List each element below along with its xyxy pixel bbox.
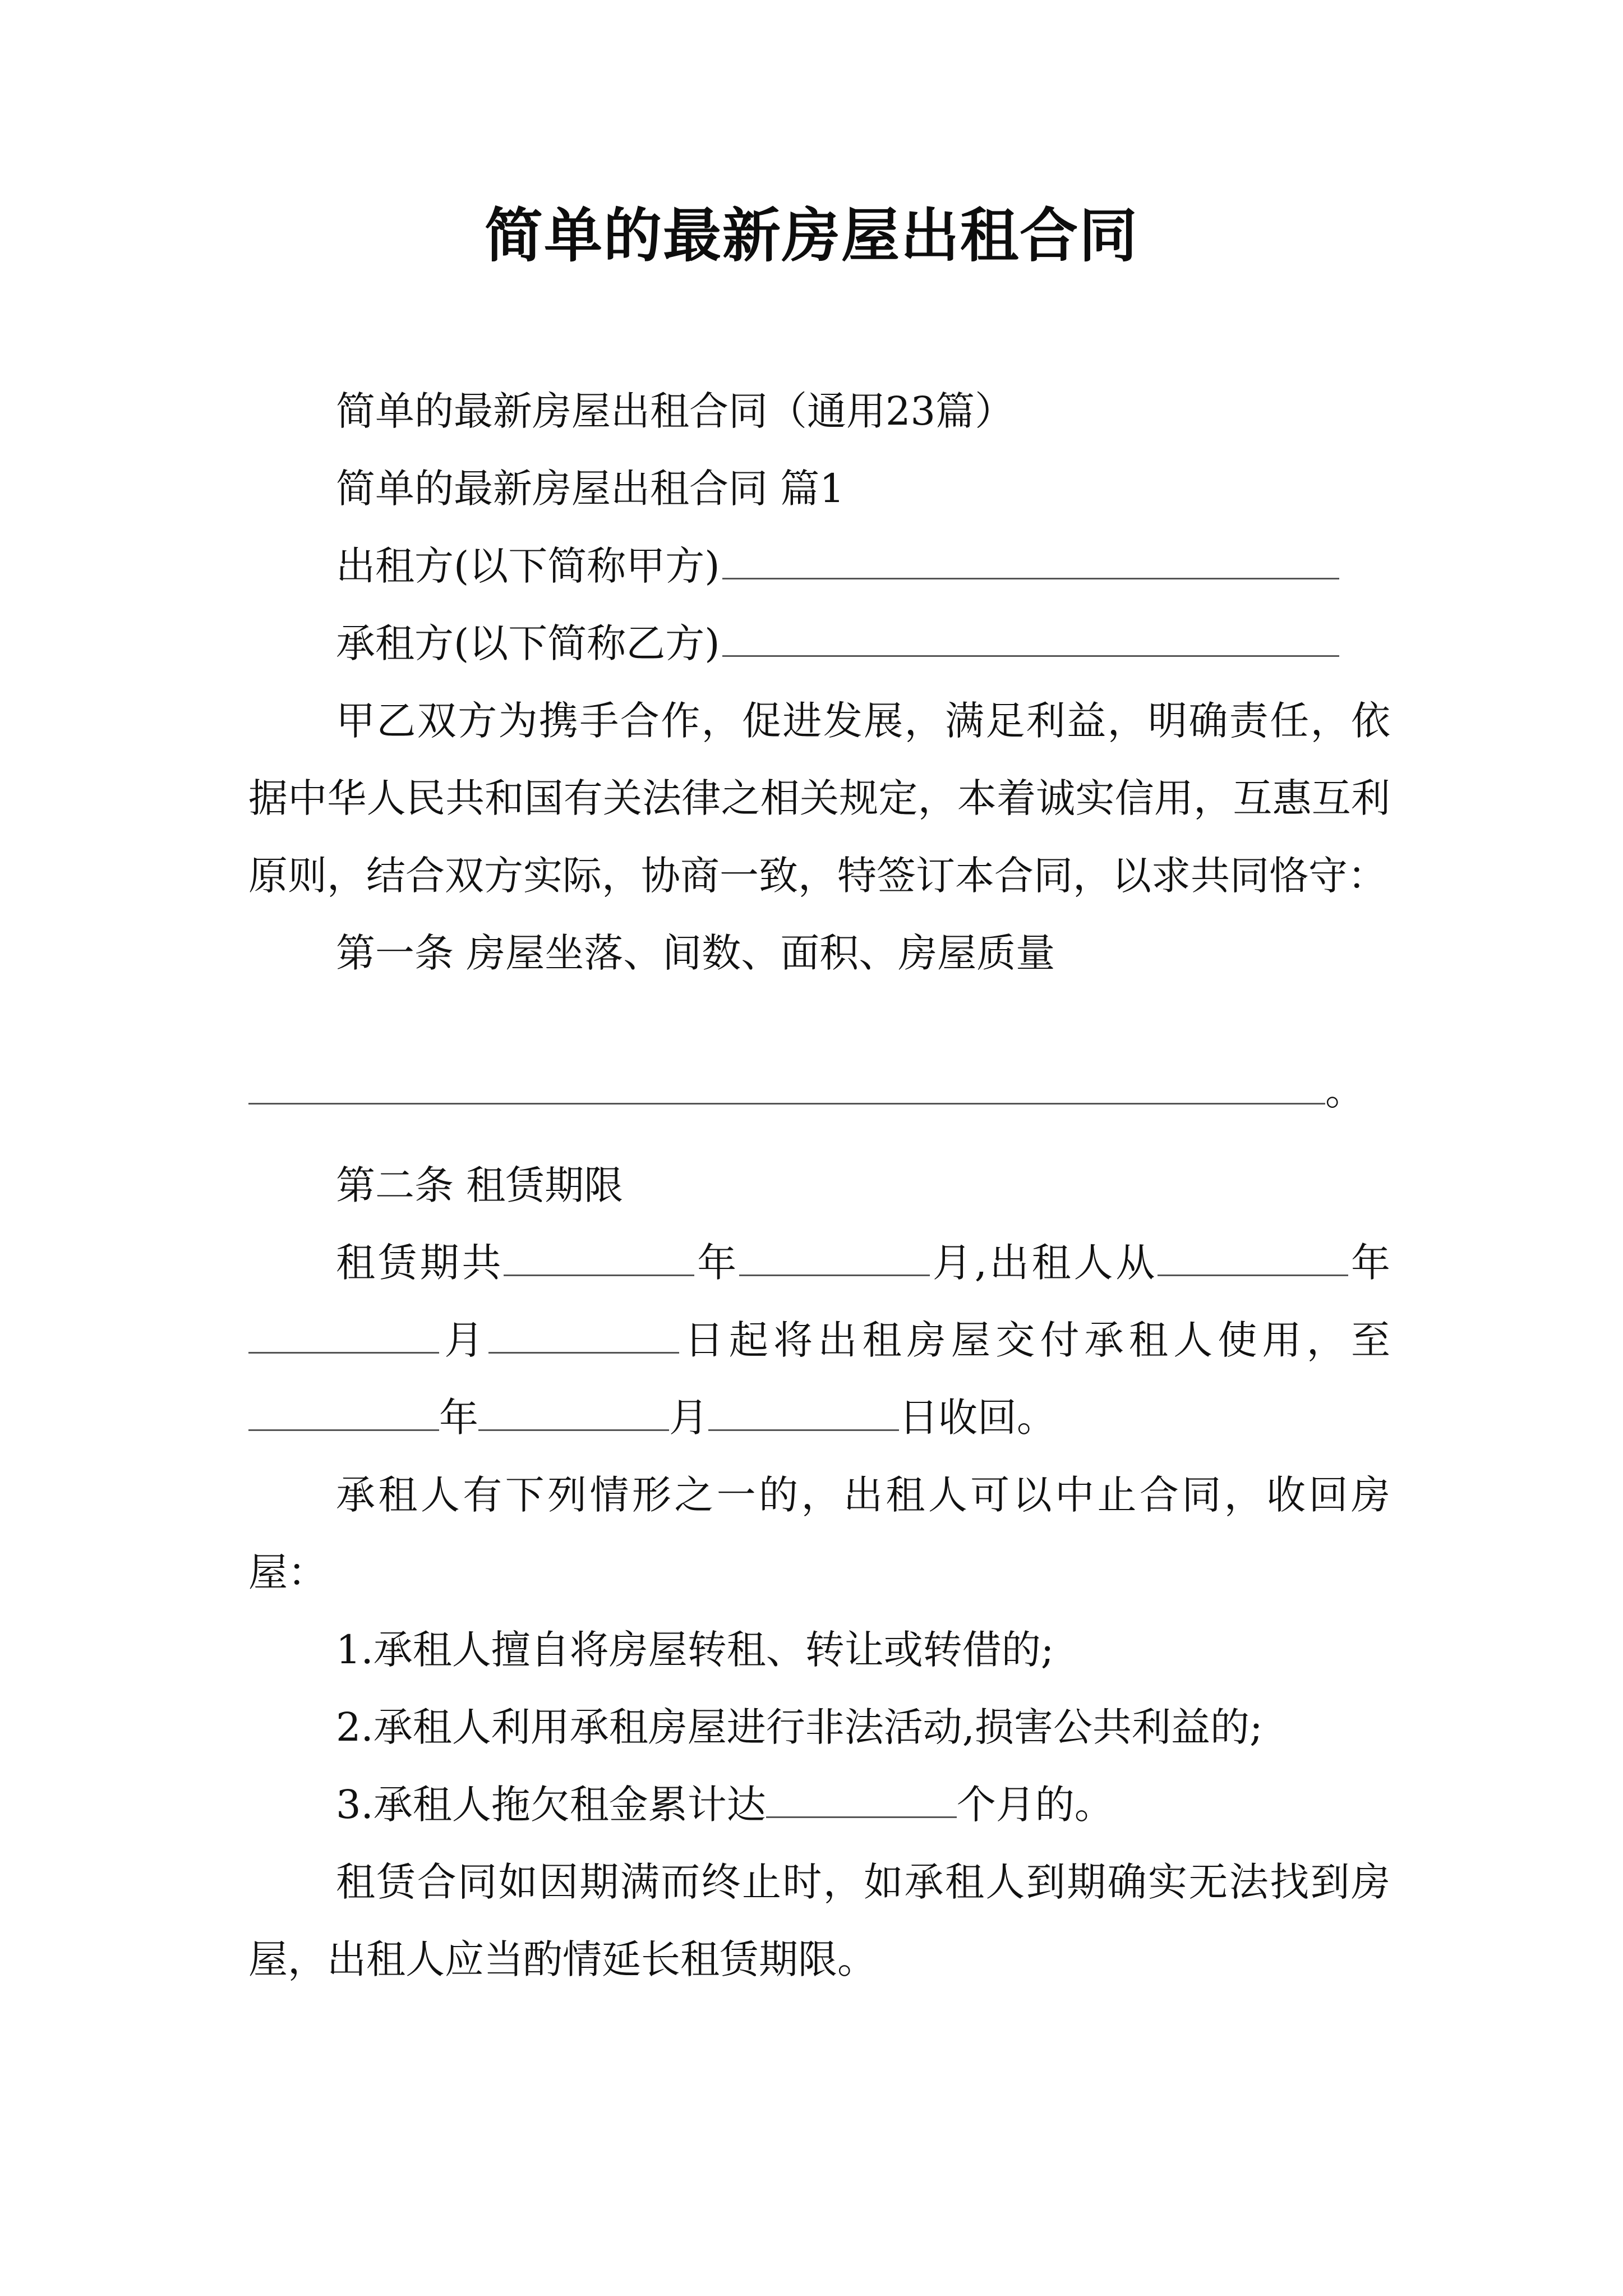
end-year-blank: [248, 1395, 439, 1431]
lessor-label: 出租方(以下简称甲方): [336, 543, 720, 589]
termination-item-3: [248, 1766, 1390, 1843]
term-year3: 年: [439, 1395, 478, 1441]
term-year1: 年: [694, 1240, 740, 1286]
lessee-label: 承租方(以下简称乙方): [336, 620, 720, 666]
term-month1: 月,出租人从: [930, 1240, 1158, 1286]
term-day2: 日收回。: [899, 1395, 1056, 1441]
term-part1: 租赁期共: [336, 1240, 504, 1286]
term-months-blank: [739, 1240, 930, 1276]
item3-text-a: 3.承租人拖欠租金累计达: [336, 1782, 766, 1828]
end-day-blank: [708, 1395, 899, 1431]
term-paragraph: [248, 1224, 1390, 1456]
document-body: [248, 372, 1390, 1998]
item3-text-b: 个月的。: [956, 1782, 1114, 1828]
lessor-line: [248, 527, 1390, 605]
start-month-blank: [248, 1317, 439, 1354]
term-day1: 日起将出租房屋交付承租人使用，至: [679, 1317, 1391, 1363]
item3-months-blank: [766, 1782, 957, 1818]
article2-heading: 第二条 租赁期限: [336, 1162, 624, 1208]
lessee-blank: [722, 620, 1339, 657]
section-heading: 简单的最新房屋出租合同 篇1: [336, 466, 845, 512]
document-title: 简单的最新房屋出租合同: [484, 201, 1138, 270]
term-month3: 月: [669, 1395, 708, 1441]
article1-heading: 第一条 房屋坐落、间数、面积、房屋质量: [336, 930, 1055, 976]
term-year2: 年: [1348, 1240, 1391, 1286]
end-month-blank: [478, 1395, 669, 1431]
term-month2: 月: [439, 1317, 489, 1363]
start-year-blank: [1158, 1240, 1348, 1276]
lessee-line: [248, 605, 1390, 682]
termination-item-2: 2.承租人利用承租房屋进行非法活动,损害公共利益的;: [336, 1704, 1263, 1750]
termination-item-1: 1.承租人擅自将房屋转租、转让或转借的;: [336, 1627, 1054, 1673]
preamble-paragraph: 甲乙双方为携手合作，促进发展，满足利益，明确责任，依据中华人民共和国有关法律之相关规定，本着诚实信用，互惠互利原则，结合双方实际，协商一致，特签订本合同，以求共同恪守：: [248, 698, 1390, 899]
lessor-blank: [722, 543, 1339, 579]
article1-fill-line: [248, 1052, 1390, 1130]
extension-paragraph: 租赁合同如因期满而终止时，如承租人到期确实无法找到房屋，出租人应当酌情延长租赁期限。: [248, 1859, 1390, 1982]
start-day-blank: [488, 1317, 679, 1354]
termination-intro: 承租人有下列情形之一的，出租人可以中止合同，收回房屋：: [248, 1472, 1390, 1595]
article1-end-mark: 。: [1325, 1068, 1364, 1114]
subtitle: 简单的最新房屋出租合同（通用23篇）: [336, 388, 1015, 434]
term-years-blank: [504, 1240, 694, 1276]
article1-blank: [248, 1068, 1325, 1105]
